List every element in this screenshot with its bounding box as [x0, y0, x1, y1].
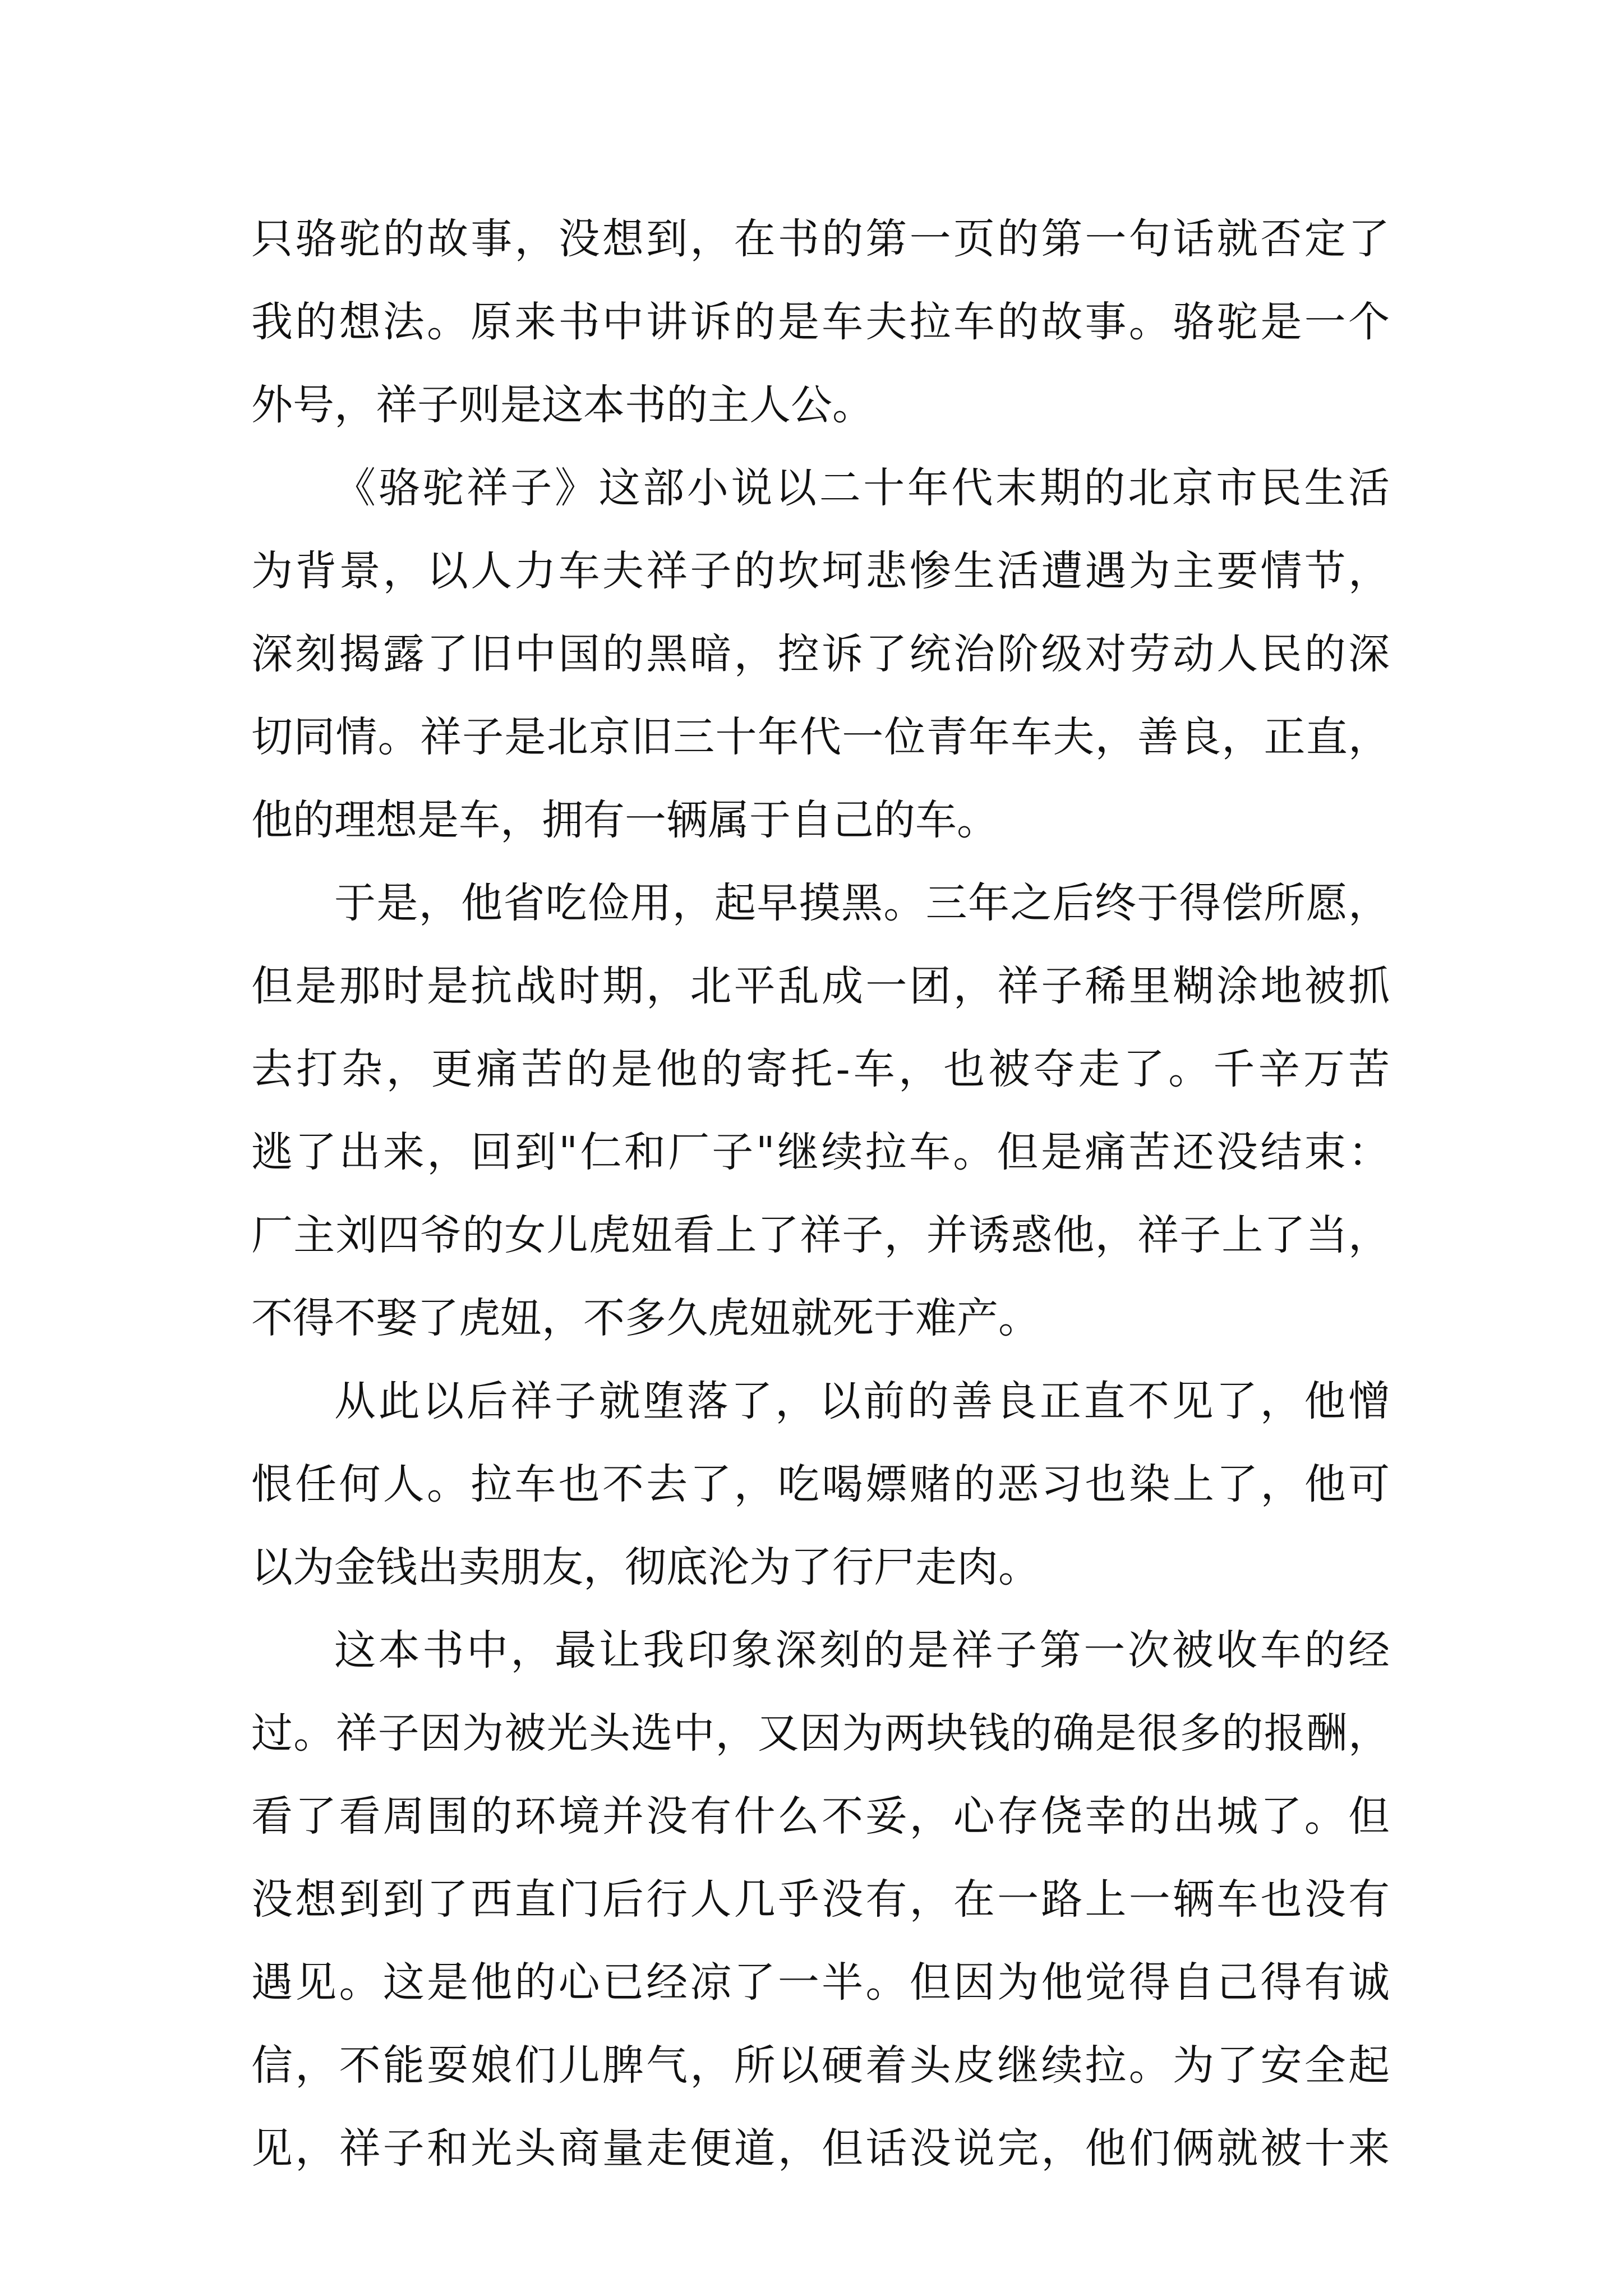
text-line: 我的想法。原来书中讲诉的是车夫拉车的故事。骆驼是一个 — [251, 298, 1390, 346]
text-line: 看了看周围的环境并没有什么不妥，心存侥幸的出城了。但 — [251, 1792, 1390, 1841]
paragraph-first-line: 《骆驼祥子》这部小说以二十年代末期的北京市民生活 — [334, 464, 1390, 512]
paragraph-first-line: 从此以后祥子就堕落了，以前的善良正直不见了，他憎 — [334, 1377, 1390, 1425]
text-line: 以为金钱出卖朋友，彻底沦为了行尸走肉。 — [251, 1543, 1040, 1591]
text-line: 遇见。这是他的心已经凉了一半。但因为他觉得自己得有诚 — [251, 1958, 1390, 2007]
text-line: 信，不能耍娘们儿脾气，所以硬着头皮继续拉。为了安全起 — [251, 2041, 1390, 2090]
text-line: 不得不娶了虎妞，不多久虎妞就死于难产。 — [251, 1294, 1040, 1342]
paragraph-first-line: 于是，他省吃俭用，起早摸黑。三年之后终于得偿所愿， — [334, 879, 1390, 927]
paragraph-first-line: 这本书中，最让我印象深刻的是祥子第一次被收车的经 — [334, 1626, 1390, 1674]
text-line: 恨任何人。拉车也不去了，吃喝嫖赌的恶习也染上了，他可 — [251, 1460, 1390, 1508]
text-line: 为背景，以人力车夫祥子的坎坷悲惨生活遭遇为主要情节， — [251, 547, 1390, 595]
text-line: 去打杂，更痛苦的是他的寄托-车，也被夺走了。千辛万苦 — [251, 1045, 1390, 1093]
text-line: 外号，祥子则是这本书的主人公。 — [251, 381, 874, 429]
text-line: 只骆驼的故事，没想到，在书的第一页的第一句话就否定了 — [251, 215, 1390, 263]
text-line: 但是那时是抗战时期，北平乱成一团，祥子稀里糊涂地被抓 — [251, 962, 1390, 1010]
text-line: 深刻揭露了旧中国的黑暗，控诉了统治阶级对劳动人民的深 — [251, 630, 1390, 678]
text-line: 没想到到了西直门后行人几乎没有，在一路上一辆车也没有 — [251, 1875, 1390, 1924]
text-line: 逃了出来，回到"仁和厂子"继续拉车。但是痛苦还没结束： — [251, 1128, 1390, 1176]
text-line: 他的理想是车，拥有一辆属于自己的车。 — [251, 796, 998, 844]
text-line: 过。祥子因为被光头选中，又因为两块钱的确是很多的报酬， — [251, 1709, 1390, 1757]
article-body — [251, 197, 1390, 2190]
text-line: 见，祥子和光头商量走便道，但话没说完，他们俩就被十来 — [251, 2124, 1390, 2173]
text-line: 厂主刘四爷的女儿虎妞看上了祥子，并诱惑他，祥子上了当， — [251, 1211, 1390, 1259]
text-line: 切同情。祥子是北京旧三十年代一位青年车夫，善良，正直， — [251, 713, 1390, 761]
